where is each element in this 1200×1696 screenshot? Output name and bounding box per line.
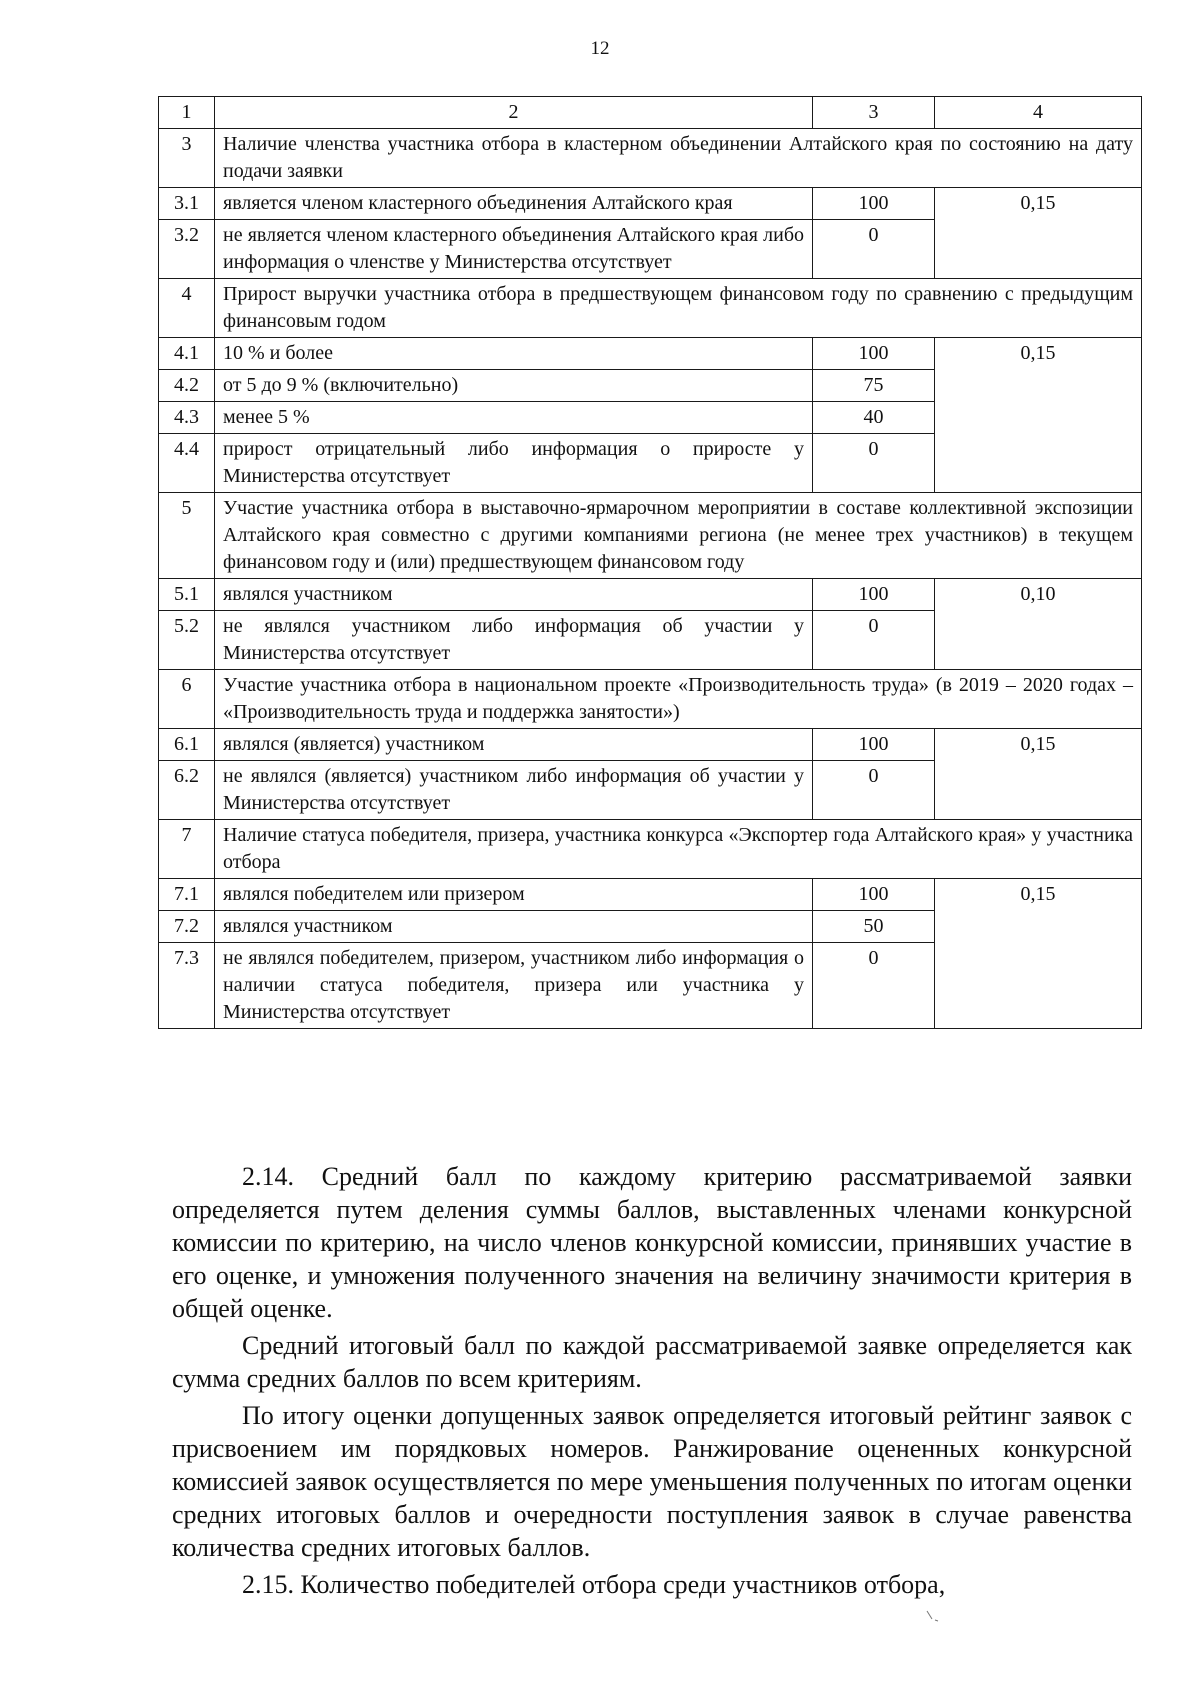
option-score: 0	[813, 220, 935, 279]
criterion-option-row	[159, 879, 1142, 911]
criterion-title: Участие участника отбора в выставочно-ярмарочном мероприятии в составе коллективной экспозиции Алтайского края совместно с другими компаниями региона (не менее трех участников) в текущем финансовом году и (или) предшествующем финансовом году	[215, 493, 1142, 579]
option-score: 40	[813, 402, 935, 434]
option-description: прирост отрицательный либо информация о приросте у Министерства отсутствует	[215, 434, 813, 493]
criterion-number: 3	[159, 129, 215, 188]
criterion-group-row	[159, 129, 1142, 188]
option-number: 3.2	[159, 220, 215, 279]
paragraph-average-total: Средний итоговый балл по каждой рассматриваемой заявке определяется как сумма средних баллов по всем критериям.	[172, 1331, 1132, 1393]
option-score: 75	[813, 370, 935, 402]
option-score: 50	[813, 911, 935, 943]
criterion-group-row	[159, 279, 1142, 338]
option-number: 4.4	[159, 434, 215, 493]
criteria-table	[158, 96, 1142, 1029]
option-score: 0	[813, 761, 935, 820]
criterion-number: 7	[159, 820, 215, 879]
criterion-group-row	[159, 820, 1142, 879]
criterion-title: Участие участника отбора в национальном проекте «Производительность труда» (в 2019 – 2020 годах – «Производительность труда и поддержка занятости»)	[215, 670, 1142, 729]
criterion-weight: 0,15	[935, 338, 1142, 493]
option-description: не являлся участником либо информация об участии у Министерства отсутствует	[215, 611, 813, 670]
option-score: 0	[813, 943, 935, 1029]
paragraph-rating: По итогу оценки допущенных заявок определяется итоговый рейтинг заявок с присвоением им порядковых номеров. Ранжирование оцененных конкурсной комиссией заявок осуществляется по мере уменьшения полученных по итогам оценки средних итоговых баллов и очередности поступления заявок в случае равенства количества средних итоговых баллов.	[172, 1401, 1132, 1562]
option-description: не являлся победителем, призером, участником либо информация о наличии статуса победителя, призера или участника у Министерства отсутствует	[215, 943, 813, 1029]
option-score: 100	[813, 338, 935, 370]
option-number: 3.1	[159, 188, 215, 220]
column-header: 3	[813, 97, 935, 129]
option-description: 10 % и более	[215, 338, 813, 370]
option-description: является членом кластерного объединения Алтайского края	[215, 188, 813, 220]
page-number: 12	[590, 38, 610, 59]
option-number: 5.1	[159, 579, 215, 611]
option-number: 5.2	[159, 611, 215, 670]
criterion-title: Прирост выручки участника отбора в предшествующем финансовом году по сравнению с предыдущим финансовым годом	[215, 279, 1142, 338]
column-header: 4	[935, 97, 1142, 129]
pen-mark-icon	[926, 1610, 942, 1622]
option-description: не являлся (является) участником либо информация об участии у Министерства отсутствует	[215, 761, 813, 820]
option-description: являлся участником	[215, 579, 813, 611]
option-description: от 5 до 9 % (включительно)	[215, 370, 813, 402]
option-number: 7.1	[159, 879, 215, 911]
option-description: являлся (является) участником	[215, 729, 813, 761]
option-score: 100	[813, 879, 935, 911]
column-header: 1	[159, 97, 215, 129]
option-description: менее 5 %	[215, 402, 813, 434]
criterion-number: 4	[159, 279, 215, 338]
criterion-group-row	[159, 493, 1142, 579]
option-number: 4.1	[159, 338, 215, 370]
option-score: 100	[813, 729, 935, 761]
option-score: 100	[813, 579, 935, 611]
criterion-weight: 0,10	[935, 579, 1142, 670]
criterion-group-row	[159, 670, 1142, 729]
criterion-title: Наличие статуса победителя, призера, участника конкурса «Экспортер года Алтайского края» у участника отбора	[215, 820, 1142, 879]
criterion-option-row	[159, 188, 1142, 220]
criterion-number: 5	[159, 493, 215, 579]
body-text	[172, 1160, 1132, 1605]
paragraph-2-14: 2.14. Средний балл по каждому критерию рассматриваемой заявки определяется путем деления суммы баллов, выставленных членами конкурсной комиссии по критерию, на число членов конкурсной комиссии, принявших участие в его оценке, и умножения полученного значения на величину значимости критерия в общей оценке.	[172, 1162, 1132, 1323]
criterion-weight: 0,15	[935, 188, 1142, 279]
criterion-option-row	[159, 729, 1142, 761]
criterion-option-row	[159, 338, 1142, 370]
criterion-title: Наличие членства участника отбора в кластерном объединении Алтайского края по состоянию на дату подачи заявки	[215, 129, 1142, 188]
column-header: 2	[215, 97, 813, 129]
option-number: 4.2	[159, 370, 215, 402]
option-number: 7.2	[159, 911, 215, 943]
option-description: не является членом кластерного объединения Алтайского края либо информация о членстве у Министерства отсутствует	[215, 220, 813, 279]
paragraph-2-15: 2.15. Количество победителей отбора среди участников отбора,	[242, 1570, 946, 1599]
criterion-weight: 0,15	[935, 729, 1142, 820]
option-number: 4.3	[159, 402, 215, 434]
option-number: 6.1	[159, 729, 215, 761]
criteria-table-body	[159, 97, 1142, 1029]
criterion-weight: 0,15	[935, 879, 1142, 1029]
criterion-number: 6	[159, 670, 215, 729]
option-description: являлся участником	[215, 911, 813, 943]
option-number: 6.2	[159, 761, 215, 820]
option-score: 0	[813, 611, 935, 670]
option-score: 100	[813, 188, 935, 220]
table-header-row	[159, 97, 1142, 129]
criterion-option-row	[159, 579, 1142, 611]
option-number: 7.3	[159, 943, 215, 1029]
option-score: 0	[813, 434, 935, 493]
option-description: являлся победителем или призером	[215, 879, 813, 911]
